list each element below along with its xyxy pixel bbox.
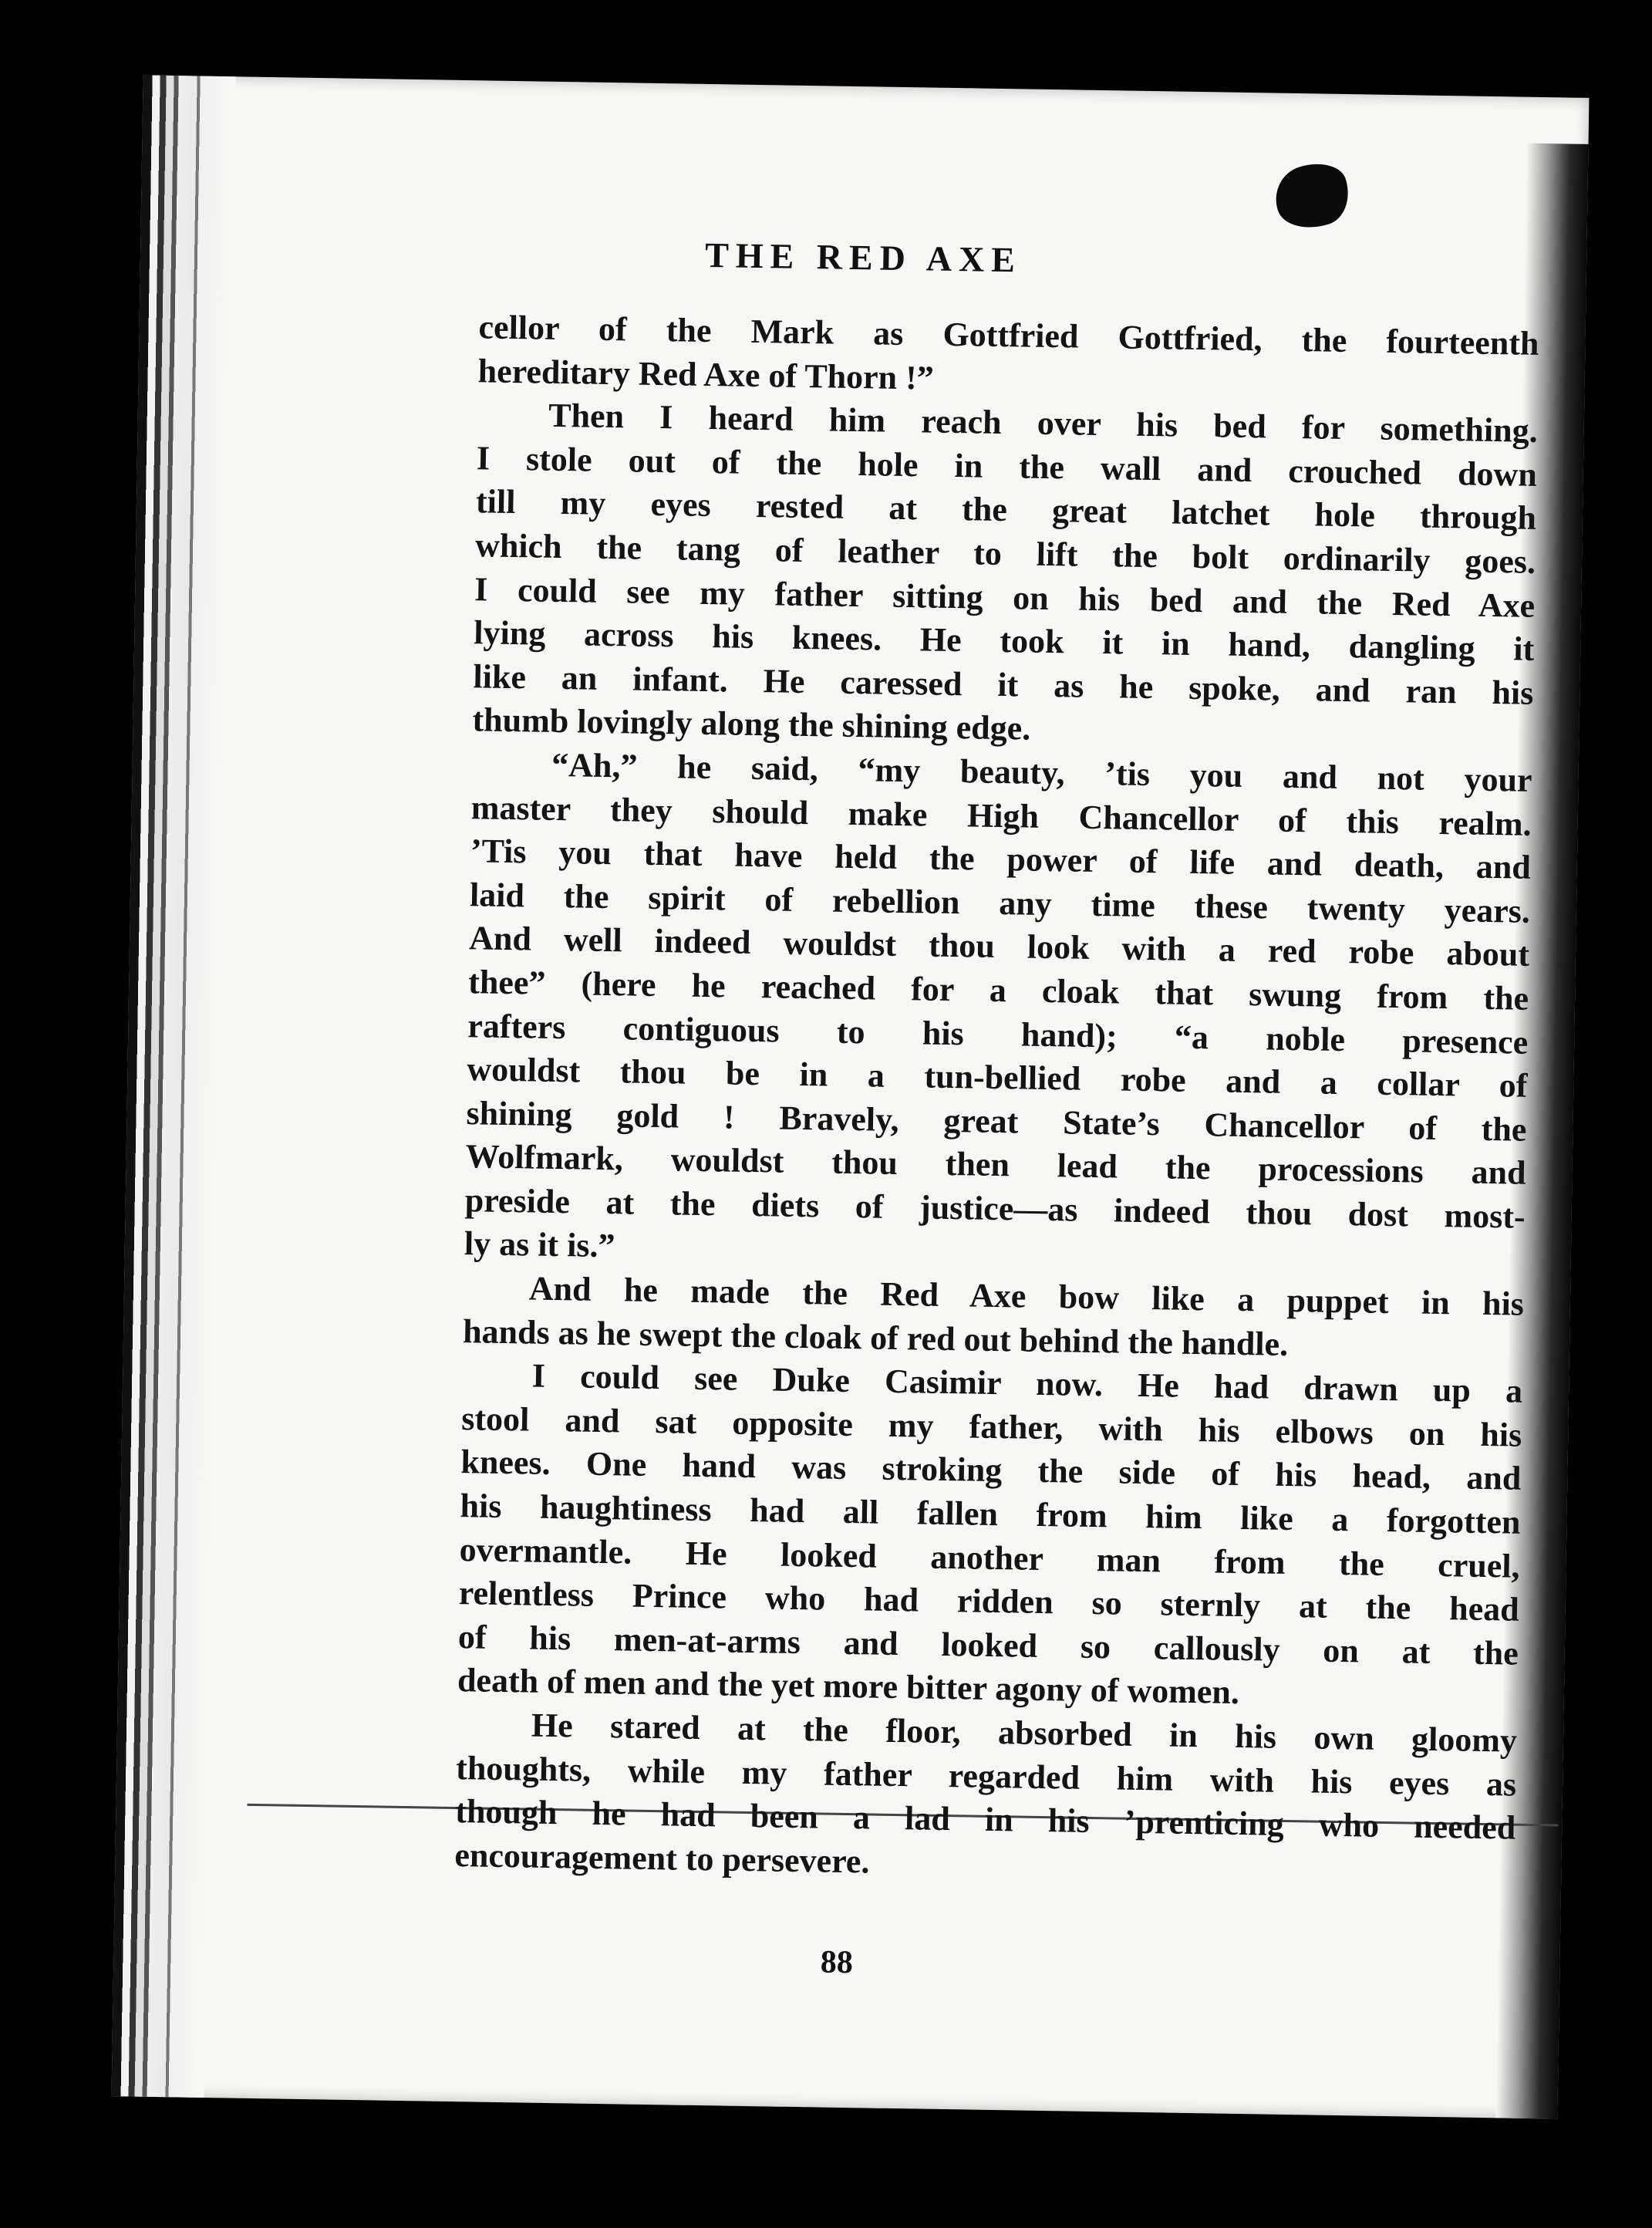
text-line: stool and sat opposite my father, with his elbows on his: [461, 1399, 1522, 1454]
text-line: thoughts, while my father regarded him with his eyes as: [455, 1748, 1517, 1804]
text-line: lying across his knees. He took it in hand, dangling it: [474, 613, 1535, 669]
body-text: [454, 306, 1539, 1894]
text-line: He stared at the floor, absorbed in his own gloomy: [456, 1705, 1518, 1760]
text-line: relentless Prince who had ridden so sternly at the head: [458, 1574, 1520, 1629]
text-line: though he had been a lad in his ’prenticing who needed: [455, 1792, 1516, 1847]
text-line: Then I heard him reach over his bed for something.: [477, 395, 1539, 451]
text-line: encouragement to persevere.: [454, 1835, 870, 1881]
text-line: master they should make High Chancellor of this realm.: [470, 788, 1532, 843]
text-line: preside at the diets of justice—as indeed thou dost most-: [464, 1181, 1526, 1236]
running-head: THE RED AXE: [704, 235, 1023, 280]
text-line: thee” (here he reached for a cloak that swung from the: [467, 963, 1529, 1018]
text-line: I could see my father sitting on his bed and the Red Axe: [474, 569, 1536, 625]
text-line: I stole out of the hole in the wall and crouched down: [476, 439, 1538, 494]
text-line: cellor of the Mark as Gottfried Gottfried, the fourteenth: [478, 308, 1539, 363]
text-line: death of men and the yet more bitter agony of women.: [457, 1661, 1240, 1712]
text-line: laid the spirit of rebellion any time these twenty years.: [469, 875, 1531, 930]
text-line: “Ah,” he said, “my beauty, ’tis you and not your: [471, 744, 1532, 799]
text-line: like an infant. He caressed it as he spoke, and ran his: [473, 657, 1534, 712]
text-line: thumb lovingly along the shining edge.: [472, 700, 1031, 748]
binding-gutter: [112, 75, 236, 2098]
text-line: till my eyes rested at the great latchet hole through: [475, 482, 1537, 538]
text-line: of his men-at-arms and looked so callously on at the: [457, 1617, 1519, 1673]
book-page: [112, 75, 1590, 2118]
text-line: And he made the Red Axe bow like a puppet in his: [463, 1268, 1525, 1323]
text-line: shining gold ! Bravely, great State’s Chancellor of the: [466, 1093, 1527, 1149]
text-line: ly as it is.”: [464, 1224, 615, 1265]
text-line: ’Tis you that have held the power of life and death, and: [470, 832, 1532, 886]
text-line: Wolfmark, wouldst thou then lead the processions and: [465, 1137, 1526, 1193]
text-line: his haughtiness had all fallen from him like a forgotten: [460, 1487, 1521, 1541]
text-line: wouldst thou be in a tun-bellied robe and a collar of: [467, 1050, 1528, 1105]
ink-blot-mark: [1267, 155, 1357, 238]
text-line: overmantle. He looked another man from the cruel,: [459, 1530, 1520, 1585]
text-line: rafters contiguous to his hand); “a noble presence: [467, 1006, 1529, 1062]
page-number: 88: [820, 1944, 854, 1981]
text-line: And well indeed wouldst thou look with a red robe about: [468, 919, 1530, 974]
text-line: hands as he swept the cloak of red out behind the handle.: [462, 1311, 1289, 1363]
text-line: hereditary Red Axe of Thorn !”: [477, 351, 935, 397]
text-line: which the tang of leather to lift the bolt ordinarily goes.: [474, 526, 1536, 581]
text-line: I could see Duke Casimir now. He had drawn up a: [461, 1355, 1523, 1410]
text-line: knees. One hand was stroking the side of his head, and: [460, 1443, 1522, 1498]
